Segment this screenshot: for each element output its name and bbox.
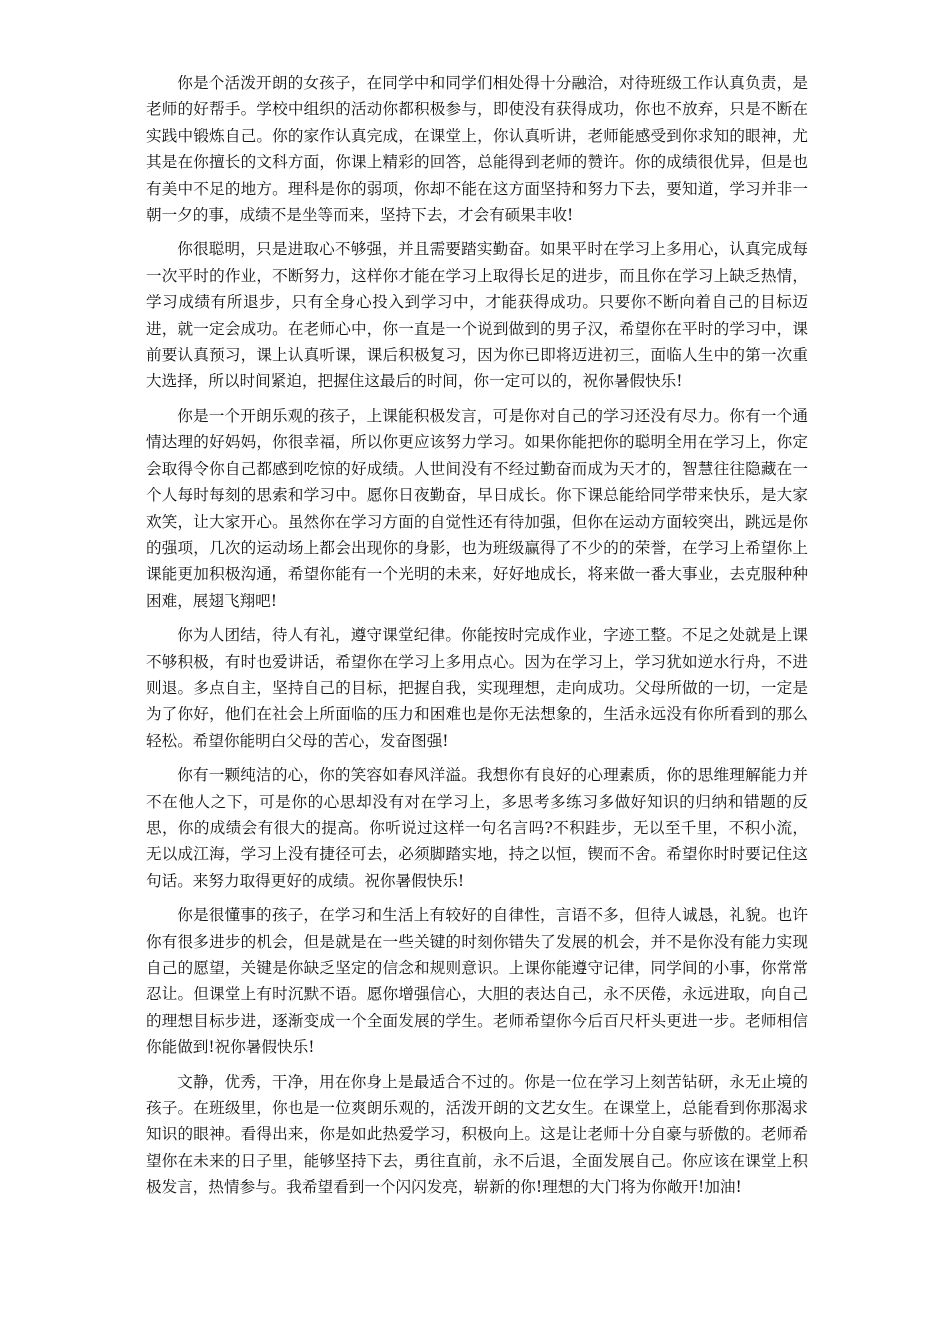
comment-paragraph-2: 你很聪明，只是进取心不够强，并且需要踏实勤奋。如果平时在学习上多用心，认真完成每一次平时的作业，不断努力，这样你才能在学习上取得长足的进步，而且你在学习上缺乏热情，学习成绩有所退步，只有全身心投入到学习中，才能获得成功。只要你不断向着自己的目标迈进，就一定会成功。在老师心中，你一直是一个说到做到的男子汉，希望你在平时的学习中，课前要认真预习，课上认真听课，课后积极复习，因为你已即将迈进初三，面临人生中的第一次重大选择，所以时间紧迫，把握住这最后的时间，你一定可以的，祝你暑假快乐! <box>146 240 808 391</box>
document-page <box>146 70 808 1209</box>
comment-paragraph-6: 你是很懂事的孩子，在学习和生活上有较好的自律性，言语不多，但待人诚恳，礼貌。也许你有很多进步的机会，但是就是在一些关键的时刻你错失了发展的机会，并不是你没有能力实现自己的愿望，关键是你缺乏坚定的信念和规则意识。上课你能遵守记律，同学间的小事，你常常忍让。但课堂上有时沉默不语。愿你增强信心，大胆的表达自己，永不厌倦，永远进取，向自己的理想目标步进，逐渐变成一个全面发展的学生。老师希望你今后百尺杆头更进一步。老师相信你能做到!祝你暑假快乐! <box>146 906 808 1057</box>
comment-paragraph-7: 文静，优秀，干净，用在你身上是最适合不过的。你是一位在学习上刻苦钻研，永无止境的孩子。在班级里，你也是一位爽朗乐观的，活泼开朗的文艺女生。在课堂上，总能看到你那渴求知识的眼神。看得出来，你是如此热爱学习，积极向上。这是让老师十分自豪与骄傲的。老师希望你在未来的日子里，能够坚持下去，勇往直前，永不后退，全面发展自己。你应该在课堂上积极发言，热情参与。我希望看到一个闪闪发亮，崭新的你!理想的大门将为你敞开!加油! <box>146 1072 808 1197</box>
comment-paragraph-5: 你有一颗纯洁的心，你的笑容如春风洋溢。我想你有良好的心理素质，你的思维理解能力并不在他人之下，可是你的心思却没有对在学习上，多思考多练习多做好知识的归纳和错题的反思，你的成绩会有很大的提高。你听说过这样一句名言吗?不积跬步，无以至千里，不积小流，无以成江海，学习上没有捷径可去，必须脚踏实地，持之以恒，锲而不舍。希望你时时要记住这句话。来努力取得更好的成绩。祝你暑假快乐! <box>146 766 808 890</box>
comment-paragraph-4: 你为人团结，待人有礼，遵守课堂纪律。你能按时完成作业，字迹工整。不足之处就是上课不够积极，有时也爱讲话，希望你在学习上多用点心。因为在学习上，学习犹如逆水行舟，不进则退。多点自主，坚持自己的目标，把握自我，实现理想，走向成功。父母所做的一切，一定是为了你好，他们在社会上所面临的压力和困难也是你无法想象的，生活永远没有你所看到的那么轻松。希望你能明白父母的苦心，发奋图强! <box>146 626 808 750</box>
comment-paragraph-3: 你是一个开朗乐观的孩子，上课能积极发言，可是你对自己的学习还没有尽力。你有一个通情达理的好妈妈，你很幸福，所以你更应该努力学习。如果你能把你的聪明全用在学习上，你定会取得令你自己都感到吃惊的好成绩。人世间没有不经过勤奋而成为天才的，智慧往往隐藏在一个人每时每刻的思索和学习中。愿你日夜勤奋，早日成长。你下课总能给同学带来快乐，是大家欢笑，让大家开心。虽然你在学习方面的自觉性还有待加强，但你在运动方面较突出，跳远是你的强项，几次的运动场上都会出现你的身影，也为班级赢得了不少的的荣誉，在学习上希望你上课能更加积极沟通，希望你能有一个光明的未来，好好地成长，将来做一番大事业，去克服种种困难，展翅飞翔吧! <box>146 406 808 610</box>
comment-paragraph-1: 你是个活泼开朗的女孩子，在同学中和同学们相处得十分融洽，对待班级工作认真负责，是老师的好帮手。学校中组织的活动你都积极参与，即使没有获得成功，你也不放弃，只是不断在实践中锻炼自己。你的家作认真完成，在课堂上，你认真听讲，老师能感受到你求知的眼神，尤其是在你擅长的文科方面，你课上精彩的回答，总能得到老师的赞许。你的成绩很优异，但是也有美中不足的地方。理科是你的弱项，你却不能在这方面坚持和努力下去，要知道，学习并非一朝一夕的事，成绩不是坐等而来，坚持下去，才会有硕果丰收! <box>146 74 808 225</box>
